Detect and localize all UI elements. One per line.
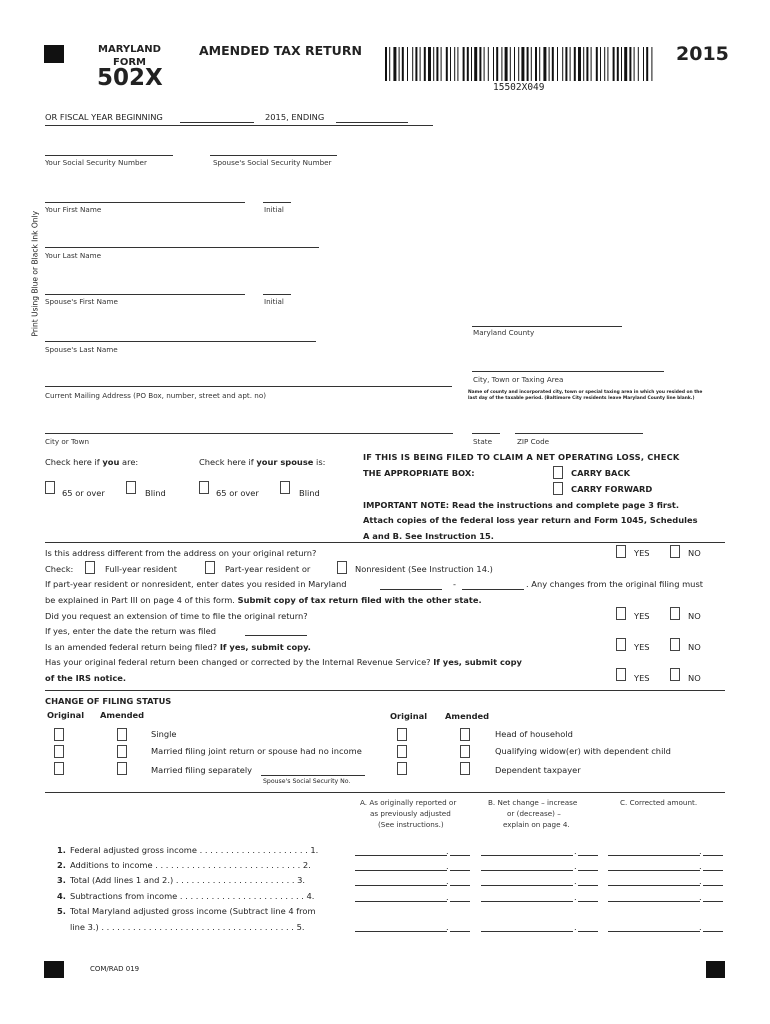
q1-no-label: NO xyxy=(688,548,701,558)
barcode-bar xyxy=(518,47,519,81)
registration-mark-bottom-left xyxy=(44,961,64,978)
state-label-field: State xyxy=(473,437,493,446)
barcode-bar xyxy=(457,47,458,81)
col-b-header-3: explain on page 4. xyxy=(503,820,570,829)
filing-status-title: CHANGE OF FILING STATUS xyxy=(45,696,172,706)
nol-line-1: IF THIS IS BEING FILED TO CLAIM A NET OPERATING LOSS, CHECK xyxy=(363,452,680,462)
decimal-point: . xyxy=(699,876,702,886)
section-divider-1 xyxy=(45,542,725,543)
city-label: City or Town xyxy=(45,437,90,446)
city-area-field[interactable] xyxy=(472,371,664,372)
barcode-bar xyxy=(535,47,537,81)
line-4-text: Subtractions from income . . . . . . . . . . . . . . . . . . . . . . . . 4. xyxy=(70,891,315,901)
barcode-bar xyxy=(596,47,598,81)
barcode-bar xyxy=(565,47,567,81)
line-4-col-c-dollars[interactable] xyxy=(608,901,700,902)
city-field[interactable] xyxy=(45,433,453,434)
q2-yes-label: YES xyxy=(634,611,650,621)
decimal-point: . xyxy=(699,846,702,856)
part-year-checkbox[interactable] xyxy=(205,561,215,574)
barcode-bar xyxy=(389,47,390,81)
mfj-original-checkbox[interactable] xyxy=(54,745,64,758)
barcode-bar xyxy=(484,47,485,81)
line-4-col-a-cents[interactable] xyxy=(450,901,470,902)
barcode-bar xyxy=(624,47,627,81)
q-extension: Did you request an extension of time to file the original return? xyxy=(45,611,308,621)
mfs-label: Married filing separately xyxy=(151,765,253,775)
nonresident-label: Nonresident (See Instruction 14.) xyxy=(355,564,493,574)
mfj-amended-checkbox[interactable] xyxy=(117,745,127,758)
full-year-checkbox[interactable] xyxy=(85,561,95,574)
barcode-bar xyxy=(474,47,477,81)
line-2-col-c-cents[interactable] xyxy=(703,870,723,871)
barcode-bar xyxy=(454,47,455,81)
barcode-bar xyxy=(617,47,619,81)
line-3-col-a-cents[interactable] xyxy=(450,885,470,886)
original-header-right: Original xyxy=(390,711,428,721)
line-3-col-c-cents[interactable] xyxy=(703,885,723,886)
barcode-bar xyxy=(634,47,635,81)
part-year-dash: - xyxy=(453,579,456,589)
form-title: AMENDED TAX RETURN xyxy=(199,43,362,58)
barcode-bar xyxy=(607,47,608,81)
line-5-col-a-cents[interactable] xyxy=(450,931,470,932)
header-divider xyxy=(45,125,433,126)
ssn-field[interactable] xyxy=(45,155,173,156)
barcode-bar xyxy=(578,47,581,81)
q3-yes-checkbox[interactable] xyxy=(616,638,626,651)
fiscal-begin-field[interactable] xyxy=(180,122,254,123)
line-5-col-c-cents[interactable] xyxy=(703,931,723,932)
dep-label: Dependent taxpayer xyxy=(495,765,581,775)
barcode-bar xyxy=(471,47,472,81)
hoh-original-checkbox[interactable] xyxy=(397,728,407,741)
form-code: COM/RAD 019 xyxy=(90,965,140,973)
line-1-col-c-dollars[interactable] xyxy=(608,855,700,856)
barcode-bar xyxy=(549,47,550,81)
barcode-bar xyxy=(433,47,434,81)
initial-label: Initial xyxy=(264,205,284,214)
q2-yes-checkbox[interactable] xyxy=(616,607,626,620)
barcode-bar xyxy=(552,47,554,81)
last-name-field[interactable] xyxy=(45,247,319,248)
barcode-bar xyxy=(527,47,529,81)
barcode-bar xyxy=(583,47,584,81)
mfs-spouse-ssn-field[interactable] xyxy=(261,775,365,776)
line-5-number: 5. xyxy=(57,906,66,916)
barcode-bar xyxy=(402,47,404,81)
barcode-bar xyxy=(643,47,644,81)
line-4-col-c-cents[interactable] xyxy=(703,901,723,902)
spouse-last-name-field[interactable] xyxy=(45,341,316,342)
line-4-col-a-dollars[interactable] xyxy=(355,901,447,902)
spouse-blind-label: Blind xyxy=(299,488,320,498)
carry-back-checkbox[interactable] xyxy=(553,466,563,479)
spouse-initial-field[interactable] xyxy=(263,294,291,295)
spouse-ssn-label: Spouse's Social Security Number xyxy=(213,158,332,167)
area-note-2: last day of the taxable period. (Baltimore City residents leave Maryland County line blank.) xyxy=(468,396,695,401)
line-2-col-a-dollars[interactable] xyxy=(355,870,447,871)
barcode-bar xyxy=(570,47,571,81)
decimal-point: . xyxy=(446,861,449,871)
barcode-bar xyxy=(424,47,426,81)
barcode-bar xyxy=(420,47,421,81)
barcode-bar xyxy=(412,47,413,81)
first-name-field[interactable] xyxy=(45,202,245,203)
barcode-bar xyxy=(385,47,387,81)
mfs-original-checkbox[interactable] xyxy=(54,762,64,775)
part-year-from-field[interactable] xyxy=(380,589,442,590)
check-spouse-label: Check here if your spouse is: xyxy=(199,457,326,467)
line-4-number: 4. xyxy=(57,891,66,901)
line-3-col-a-dollars[interactable] xyxy=(355,885,447,886)
single-label: Single xyxy=(151,729,177,739)
mfs-spouse-ssn-label: Spouse's Social Security No. xyxy=(263,778,351,785)
q4-yes-checkbox[interactable] xyxy=(616,668,626,681)
line-3-col-b-dollars[interactable] xyxy=(481,885,573,886)
q3-no-label: NO xyxy=(688,642,701,652)
line-3-col-c-dollars[interactable] xyxy=(608,885,700,886)
spouse-65-checkbox[interactable] xyxy=(199,481,209,494)
zip-label: ZIP Code xyxy=(517,437,550,446)
col-b-header-1: B. Net change – increase xyxy=(488,798,578,807)
line-2-col-b-dollars[interactable] xyxy=(481,870,573,871)
barcode-bar xyxy=(604,47,605,81)
part-year-dates-text-2: . Any changes from the original filing must xyxy=(526,579,704,589)
col-a-header-3: (See instructions.) xyxy=(378,820,444,829)
part-year-dates-text: If part-year resident or nonresident, enter dates you resided in Maryland xyxy=(45,579,347,589)
decimal-point: . xyxy=(699,922,702,932)
section-divider-2 xyxy=(45,690,725,691)
barcode-bar xyxy=(446,47,448,81)
col-a-header-2: as previously adjusted xyxy=(370,809,451,818)
barcode-bar xyxy=(543,47,546,81)
carry-forward-checkbox[interactable] xyxy=(553,482,563,495)
ssn-label: Your Social Security Number xyxy=(45,158,147,167)
form-word: FORM xyxy=(113,57,146,68)
decimal-point: . xyxy=(699,892,702,902)
barcode-bar xyxy=(539,47,540,81)
q4-yes-label: YES xyxy=(634,673,650,683)
full-year-label: Full-year resident xyxy=(105,564,178,574)
check-you-label: Check here if you are: xyxy=(45,457,139,467)
decimal-point: . xyxy=(574,922,577,932)
registration-mark-top-left xyxy=(44,45,64,63)
zip-field[interactable] xyxy=(515,433,643,434)
barcode-bar xyxy=(514,47,515,81)
q4-no-checkbox[interactable] xyxy=(670,668,680,681)
q-address-different: Is this address different from the address on your original return? xyxy=(45,548,317,558)
barcode-bar xyxy=(501,47,502,81)
q-extension-date: If yes, enter the date the return was filed xyxy=(45,626,216,636)
qw-amended-checkbox[interactable] xyxy=(460,745,470,758)
last-name-label: Your Last Name xyxy=(45,251,102,260)
line-2-col-c-dollars[interactable] xyxy=(608,870,700,871)
barcode-bar xyxy=(521,47,524,81)
registration-mark-bottom-right xyxy=(706,961,725,978)
fiscal-year-prefix: OR FISCAL YEAR BEGINNING xyxy=(45,112,163,122)
barcode-bar xyxy=(415,47,417,81)
first-name-label: Your First Name xyxy=(45,205,102,214)
q1-yes-label: YES xyxy=(634,548,650,558)
barcode-bar xyxy=(467,47,469,81)
line-1-number: 1. xyxy=(57,845,66,855)
line-4-col-b-dollars[interactable] xyxy=(481,901,573,902)
mailing-address-field[interactable] xyxy=(45,386,452,387)
q2-no-checkbox[interactable] xyxy=(670,607,680,620)
decimal-point: . xyxy=(446,892,449,902)
line-2-text: Additions to income . . . . . . . . . . . . . . . . . . . . . . . . . . . . 2. xyxy=(70,860,311,870)
spouse-initial-label: Initial xyxy=(264,297,284,306)
fiscal-year-middle: 2015, ENDING xyxy=(265,112,325,122)
q1-no-checkbox[interactable] xyxy=(670,545,680,558)
spouse-65-label: 65 or over xyxy=(216,488,259,498)
line-4-col-b-cents[interactable] xyxy=(578,901,598,902)
carry-forward-label: CARRY FORWARD xyxy=(571,484,653,494)
mfs-amended-checkbox[interactable] xyxy=(117,762,127,775)
decimal-point: . xyxy=(574,892,577,902)
spouse-first-name-field[interactable] xyxy=(45,294,245,295)
line-1-col-b-cents[interactable] xyxy=(578,855,598,856)
mailing-address-label: Current Mailing Address (PO Box, number, street and apt. no) xyxy=(45,391,267,400)
qw-label: Qualifying widow(er) with dependent child xyxy=(495,746,671,756)
amended-header-right: Amended xyxy=(445,711,490,721)
decimal-point: . xyxy=(699,861,702,871)
fiscal-end-field[interactable] xyxy=(336,122,408,123)
barcode-bar xyxy=(562,47,563,81)
nol-note-3: A and B. See Instruction 15. xyxy=(363,531,494,541)
barcode-bar xyxy=(436,47,438,81)
barcode-bar xyxy=(586,47,588,81)
section-divider-3 xyxy=(45,792,725,793)
line-1-col-b-dollars[interactable] xyxy=(481,855,573,856)
mfj-label: Married filing joint return or spouse had no income xyxy=(151,746,362,756)
barcode-bar xyxy=(463,47,465,81)
spouse-first-name-label: Spouse's First Name xyxy=(45,297,118,306)
barcode-bar xyxy=(493,47,494,81)
barcode-bar xyxy=(591,47,592,81)
carry-back-label: CARRY BACK xyxy=(571,468,630,478)
line-1-col-a-dollars[interactable] xyxy=(355,855,447,856)
city-area-label: City, Town or Taxing Area xyxy=(473,375,564,384)
ink-note: Print Using Blue or Black Ink Only xyxy=(30,210,40,337)
form-number: 502X xyxy=(97,65,163,91)
line-5-continued: line 3.) . . . . . . . . . . . . . . . . . . . . . . . . . . . . . . . . . . . . . 5. xyxy=(70,922,305,932)
barcode-bar xyxy=(393,47,396,81)
tax-year: 2015 xyxy=(676,43,729,65)
barcode-bar xyxy=(613,47,615,81)
decimal-point: . xyxy=(574,846,577,856)
decimal-point: . xyxy=(574,861,577,871)
barcode-bar xyxy=(646,47,648,81)
q3-yes-label: YES xyxy=(634,642,650,652)
barcode-bar xyxy=(629,47,631,81)
barcode-bar xyxy=(479,47,481,81)
initial-field[interactable] xyxy=(263,202,291,203)
decimal-point: . xyxy=(446,922,449,932)
q-irs-changed-2: of the IRS notice. xyxy=(45,673,127,683)
col-a-header-1: A. As originally reported or xyxy=(360,798,457,807)
you-blind-checkbox[interactable] xyxy=(126,481,136,494)
line-2-col-b-cents[interactable] xyxy=(578,870,598,871)
maryland-county-label: Maryland County xyxy=(473,328,535,337)
nonresident-checkbox[interactable] xyxy=(337,561,347,574)
barcode-bar xyxy=(505,47,508,81)
spouse-ssn-field[interactable] xyxy=(210,155,337,156)
you-blind-label: Blind xyxy=(145,488,166,498)
decimal-point: . xyxy=(574,876,577,886)
single-original-checkbox[interactable] xyxy=(54,728,64,741)
decimal-point: . xyxy=(446,846,449,856)
residency-check-label: Check: xyxy=(45,564,74,574)
line-2-number: 2. xyxy=(57,860,66,870)
amended-header-left: Amended xyxy=(100,710,145,720)
line-2-col-a-cents[interactable] xyxy=(450,870,470,871)
dep-amended-checkbox[interactable] xyxy=(460,762,470,775)
barcode-bar xyxy=(496,47,498,81)
part-year-label: Part-year resident or xyxy=(225,564,311,574)
q-irs-changed: Has your original federal return been changed or corrected by the Internal Revenue Service? If yes, submit copy xyxy=(45,657,522,667)
extension-date-field[interactable] xyxy=(245,635,307,636)
line-1-col-a-cents[interactable] xyxy=(450,855,470,856)
nol-line-2: THE APPROPRIATE BOX: xyxy=(363,468,475,478)
barcode xyxy=(385,47,655,81)
line-1-text: Federal adjusted gross income . . . . . . . . . . . . . . . . . . . . . 1. xyxy=(70,845,319,855)
line-3-number: 3. xyxy=(57,875,66,885)
spouse-blind-checkbox[interactable] xyxy=(280,481,290,494)
barcode-bar xyxy=(407,47,408,81)
q-amended-federal: Is an amended federal return being filed? If yes, submit copy. xyxy=(45,642,311,652)
line-3-col-b-cents[interactable] xyxy=(578,885,598,886)
state-field[interactable] xyxy=(472,433,500,434)
barcode-bar xyxy=(600,47,601,81)
line-5-col-b-dollars[interactable] xyxy=(481,931,573,932)
area-note-1: Name of county and incorporated city, town or special taxing area in which you resided on the xyxy=(468,390,703,395)
part-year-to-field[interactable] xyxy=(462,589,524,590)
original-header-left: Original xyxy=(47,710,85,720)
col-b-header-2: or (decrease) – xyxy=(507,809,561,818)
line-5-text: Total Maryland adjusted gross income (Subtract line 4 from xyxy=(70,906,316,916)
barcode-bar xyxy=(651,47,652,81)
you-65-label: 65 or over xyxy=(62,488,105,498)
line-5-col-a-dollars[interactable] xyxy=(355,931,447,932)
single-amended-checkbox[interactable] xyxy=(117,728,127,741)
col-c-header-1: C. Corrected amount. xyxy=(620,798,698,807)
barcode-bar xyxy=(557,47,558,81)
nol-note-1: IMPORTANT NOTE: Read the instructions and complete page 3 first. xyxy=(363,500,680,510)
barcode-bar xyxy=(531,47,532,81)
you-65-checkbox[interactable] xyxy=(45,481,55,494)
decimal-point: . xyxy=(446,876,449,886)
spouse-last-name-label: Spouse's Last Name xyxy=(45,345,118,354)
part-year-explain: be explained in Part III on page 4 of this form. Submit copy of tax return filed with the other state. xyxy=(45,595,482,605)
hoh-label: Head of household xyxy=(495,729,573,739)
q3-no-checkbox[interactable] xyxy=(670,638,680,651)
barcode-bar xyxy=(441,47,442,81)
barcode-bar xyxy=(510,47,511,81)
maryland-county-field[interactable] xyxy=(472,326,622,327)
q1-yes-checkbox[interactable] xyxy=(616,545,626,558)
barcode-bar xyxy=(488,47,489,81)
q4-no-label: NO xyxy=(688,673,701,683)
q2-no-label: NO xyxy=(688,611,701,621)
hoh-amended-checkbox[interactable] xyxy=(460,728,470,741)
qw-original-checkbox[interactable] xyxy=(397,745,407,758)
barcode-bar xyxy=(574,47,576,81)
line-3-text: Total (Add lines 1 and 2.) . . . . . . . . . . . . . . . . . . . . . . . 3. xyxy=(70,875,306,885)
line-1-col-c-cents[interactable] xyxy=(703,855,723,856)
line-5-col-c-dollars[interactable] xyxy=(608,931,700,932)
barcode-bar xyxy=(638,47,639,81)
barcode-bar xyxy=(621,47,622,81)
barcode-bar xyxy=(399,47,400,81)
nol-note-2: Attach copies of the federal loss year return and Form 1045, Schedules xyxy=(363,515,698,525)
barcode-bar xyxy=(428,47,431,81)
state-label: MARYLAND xyxy=(98,44,161,55)
dep-original-checkbox[interactable] xyxy=(397,762,407,775)
barcode-bar xyxy=(450,47,451,81)
line-5-col-b-cents[interactable] xyxy=(578,931,598,932)
barcode-text: 15502X049 xyxy=(493,82,545,93)
